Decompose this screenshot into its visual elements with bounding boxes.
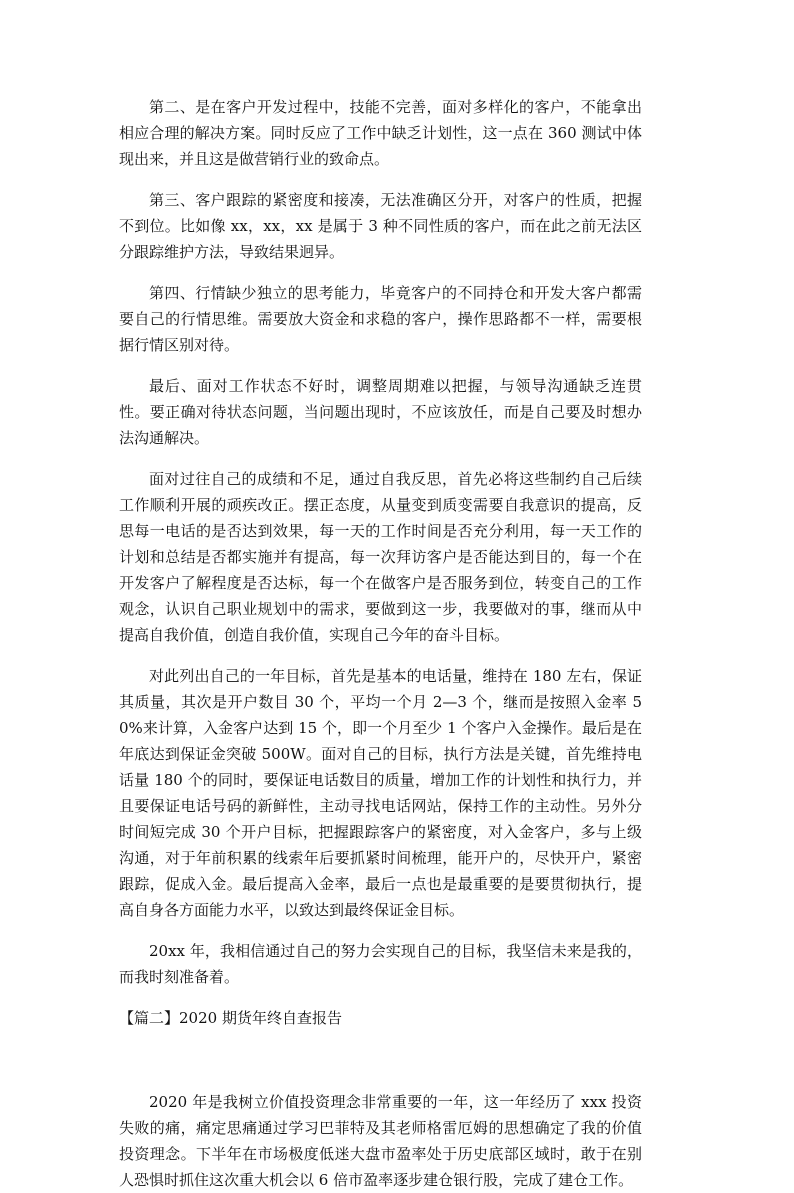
paragraph-reflection: 面对过往自己的成绩和不足，通过自我反思，首先必将这些制约自己后续工作顺利开展的顽疾改正。摆正态度，从量变到质变需要自我意识的提高，反思每一电话的是否达到效果，每一天的工作时间是否充分利用，每一天工作的计划和总结是否都实施并有提高，每一次拜访客户是否能达到目的，每一个在开发客户了解程度是否达标，每一个在做客户是否服务到位，转变自己的工作观念，认识自己职业规划中的需求，要做到这一步，我要做对的事，继而从中提高自我价值，创造自我价值，实现自己今年的奋斗目标。 bbox=[119, 470, 642, 644]
paragraph-fourth: 第四、行情缺少独立的思考能力，毕竟客户的不同持仓和开发大客户都需要自己的行情思维。需要放大资金和求稳的客户，操作思路都不一样，需要根据行情区别对待。 bbox=[119, 284, 642, 354]
paragraph-conclusion: 20xx 年，我相信通过自己的努力会实现自己的目标，我坚信未来是我的，而我时刻准备着。 bbox=[119, 942, 642, 986]
section-spacer bbox=[119, 1031, 642, 1089]
section-heading: 【篇二】2020 期货年终自查报告 bbox=[119, 1009, 342, 1027]
paragraph-third: 第三、客户跟踪的紧密度和接凑，无法准确区分开，对客户的性质，把握不到位。比如像 xx，xx，xx 是属于 3 种不同性质的客户，而在此之前无法区分跟踪维护方法，导致结果迥异。 bbox=[119, 191, 642, 261]
paragraph-2020: 2020 年是我树立价值投资理念非常重要的一年，这一年经历了 xxx 投资失败的痛，痛定思痛通过学习巴菲特及其老师格雷厄姆的思想确定了我的价值投资理念。下半年在市场极度低迷大盘市盈率处于历史底部区域时，敢于在别人恐惧时抓住这次重大机会以 6 倍市盈率逐步建仓银行股，完成了建仓工作。 bbox=[119, 1093, 642, 1189]
paragraph-second: 第二、是在客户开发过程中，技能不完善，面对多样化的客户，不能拿出相应合理的解决方案。同时反应了工作中缺乏计划性，这一点在 360 测试中体现出来，并且这是做营销行业的致命点。 bbox=[119, 98, 642, 168]
paragraph-finally: 最后、面对工作状态不好时，调整周期难以把握，与领导沟通缺乏连贯性。要正确对待状态问题，当问题出现时，不应该放任，而是自己要及时想办法沟通解决。 bbox=[119, 377, 642, 447]
paragraph-goals: 对此列出自己的一年目标，首先是基本的电话量，维持在 180 左右，保证其质量，其次是开户数目 30 个，平均一个月 2—3 个，继而是按照入金率 50%来计算，入金客户达到 15 个，即一个月至少 1 个客户入金操作。最后是在年底达到保证金突破 500W。面对自己的目标，执行方法是关键，首先维持电话量 180 个的同时，要保证电话数目的质量，增加工作的计划性和执行力，并且要保证电话号码的新鲜性，主动寻找电话网站，保持工作的主动性。另外分时间短完成 30 个开户目标，把握跟踪客户的紧密度，对入金客户，多与上级沟通，对于年前积累的线索年后要抓紧时间梳理，能开户的，尽快开户，紧密跟踪，促成入金。最后提高入金率，最后一点也是最重要的是要贯彻执行，提高自身各方面能力水平，以致达到最终保证金目标。 bbox=[119, 667, 642, 919]
